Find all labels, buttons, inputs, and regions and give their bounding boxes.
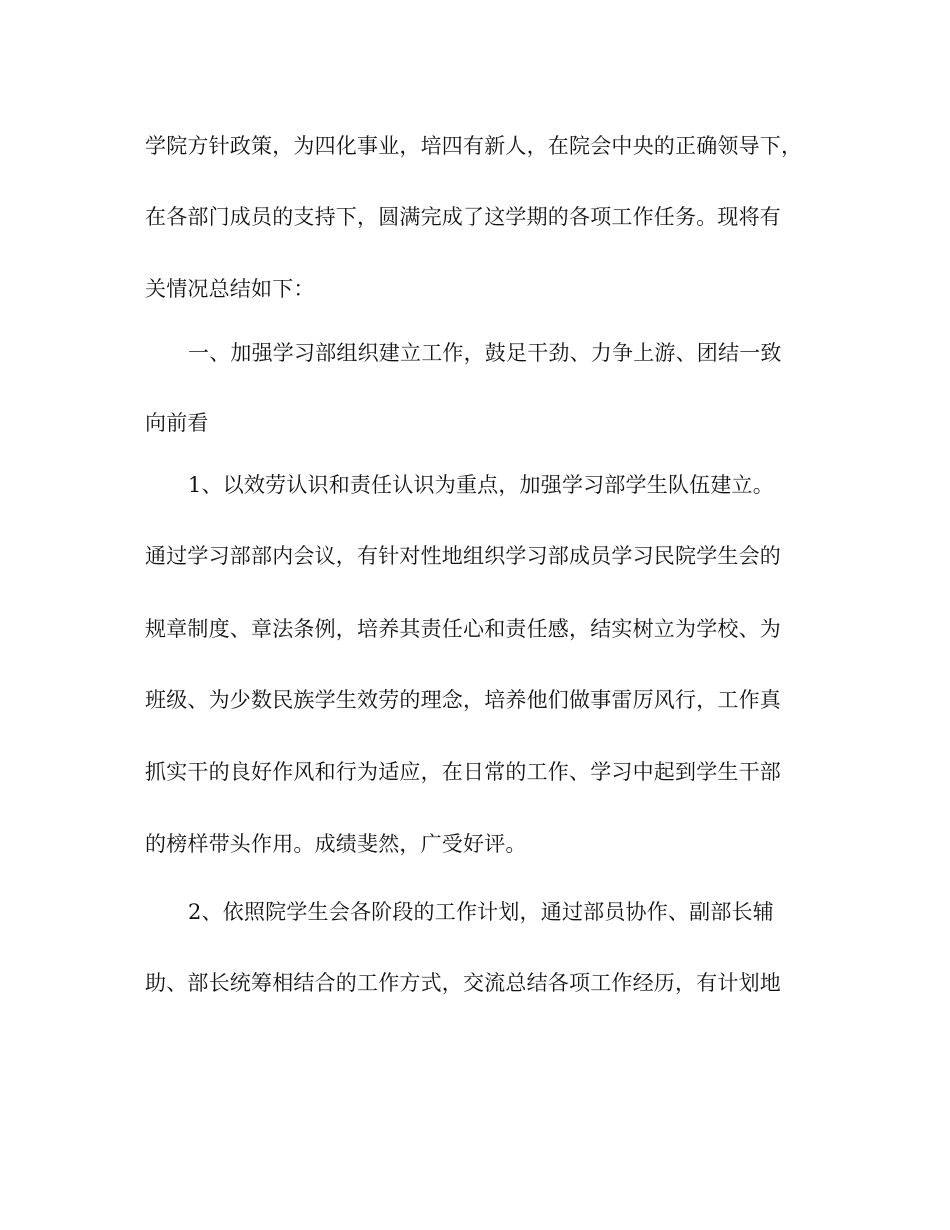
body-text-line: 学院方针政策，为四化事业，培四有新人，在院会中央的正确领导下，: [145, 134, 803, 158]
body-text-line: 抓实干的良好作风和行为适应，在日常的工作、学习中起到学生干部: [145, 760, 781, 784]
body-text-line: 助、部长统筹相结合的工作方式，交流总结各项工作经历，有计划地: [145, 971, 781, 995]
body-text-line: 通过学习部部内会议，有针对性地组织学习部成员学习民院学生会的: [145, 544, 781, 568]
body-text-line: 的榜样带头作用。成绩斐然，广受好评。: [145, 832, 527, 856]
section-heading-line: 向前看: [145, 411, 209, 435]
body-text-line: 班级、为少数民族学生效劳的理念，培养他们做事雷厉风行，工作真: [145, 688, 781, 712]
body-text-line: 在各部门成员的支持下，圆满完成了这学期的各项工作任务。现将有: [145, 205, 781, 229]
numbered-item-line: 2、依照院学生会各阶段的工作计划，通过部员协作、副部长辅: [188, 900, 774, 924]
section-heading-line: 一、加强学习部组织建立工作，鼓足干劲、力争上游、团结一致: [188, 341, 782, 365]
numbered-item-line: 1、以效劳认识和责任认识为重点，加强学习部学生队伍建立。: [188, 473, 774, 497]
body-text-line: 规章制度、章法条例，培养其责任心和责任感，结实树立为学校、为: [145, 617, 781, 641]
body-text-line: 关情况总结如下：: [145, 277, 315, 301]
